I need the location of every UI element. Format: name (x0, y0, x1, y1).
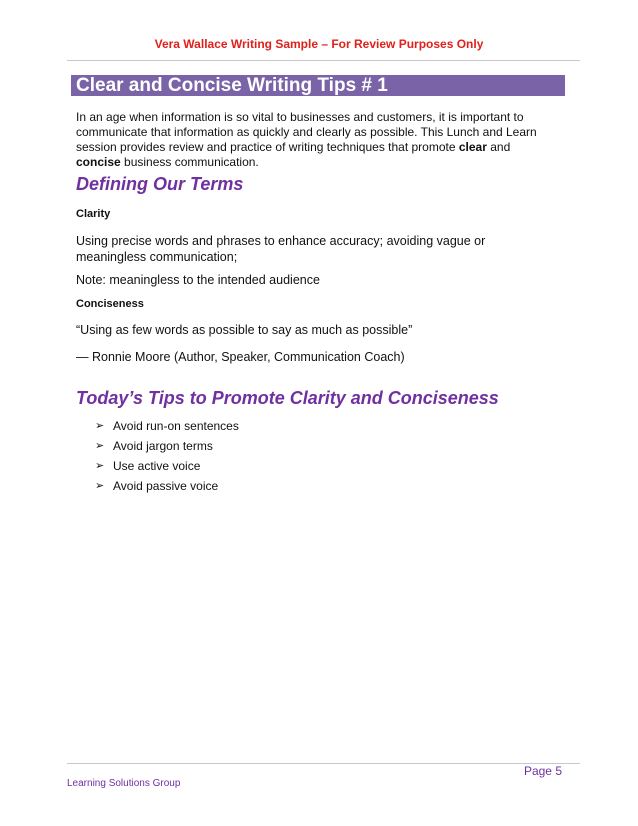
intro-bold-concise: concise (76, 155, 121, 169)
arrow-bullet-icon: ➢ (95, 460, 105, 472)
intro-text: In an age when information is so vital to businesses and customers, it is important to communicate that information as quickly and clearly as possible. This Lunch and Learn session provides review and practice of writing techniques that promote (76, 110, 537, 154)
tip-label: Avoid jargon terms (113, 439, 213, 453)
intro-paragraph (76, 110, 556, 170)
tip-label: Use active voice (113, 459, 201, 473)
tip-label: Avoid passive voice (113, 479, 219, 493)
conciseness-quote: “Using as few words as possible to say as much as possible” (76, 323, 413, 337)
arrow-bullet-icon: ➢ (95, 480, 105, 492)
page-number: Page 5 (523, 764, 562, 778)
list-item (95, 479, 239, 499)
intro-text-end: business communication. (120, 155, 259, 169)
list-item (95, 419, 239, 439)
term-conciseness: Conciseness (76, 298, 144, 310)
arrow-bullet-icon: ➢ (95, 420, 105, 432)
section-heading-tips: Today’s Tips to Promote Clarity and Conciseness (76, 388, 499, 408)
tip-label: Avoid run-on sentences (113, 419, 239, 433)
list-item (95, 459, 239, 479)
page-title: Clear and Concise Writing Tips # 1 (71, 75, 565, 96)
list-item (95, 439, 239, 459)
tips-list (95, 419, 239, 499)
section-heading-defining: Defining Our Terms (76, 174, 244, 194)
conciseness-attribution: — Ronnie Moore (Author, Speaker, Communication Coach) (76, 350, 405, 364)
intro-and: and (486, 140, 511, 154)
clarity-note: Note: meaningless to the intended audience (76, 273, 320, 287)
term-clarity: Clarity (76, 208, 111, 220)
arrow-bullet-icon: ➢ (95, 440, 105, 452)
intro-bold-clear: clear (458, 140, 487, 154)
footer-organization: Learning Solutions Group (67, 778, 181, 789)
clarity-definition: Using precise words and phrases to enhance accuracy; avoiding vague or meaningless communication; (76, 234, 486, 264)
footer-divider (67, 763, 580, 764)
header-note: Vera Wallace Writing Sample – For Review Purposes Only (154, 37, 484, 51)
header-divider (67, 60, 580, 61)
